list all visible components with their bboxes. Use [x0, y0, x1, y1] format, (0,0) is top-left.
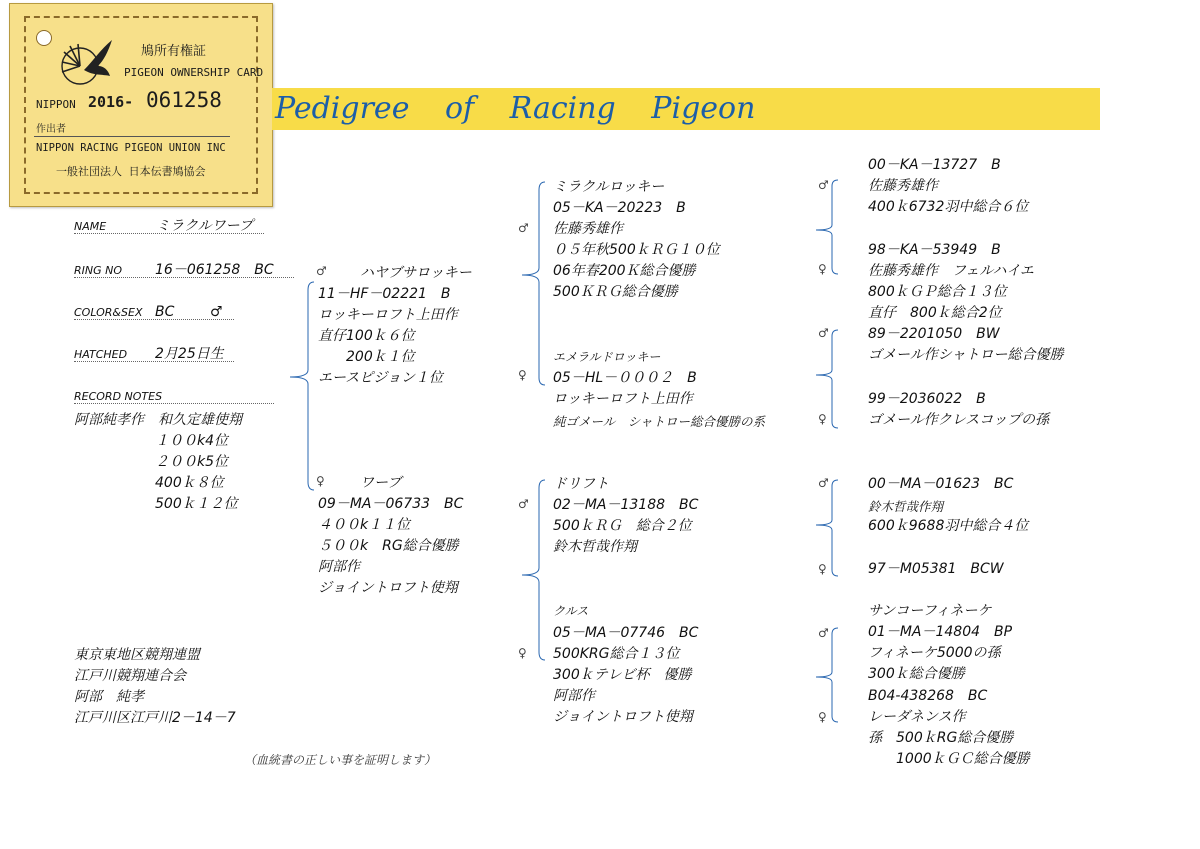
record-line: 500ｋ１２位: [155, 496, 238, 512]
gen3-line: 600ｋ9688羽中総合４位: [868, 518, 1029, 534]
sire-name: ハヤブサロッキー: [360, 265, 472, 281]
page-title: Pedigree of Racing Pigeon: [275, 91, 756, 126]
gen3-line: B04-438268 BC: [868, 688, 988, 704]
record-line: 阿部純孝作 和久定雄使翔: [74, 412, 242, 428]
hatched-date: 2月25日生: [155, 346, 224, 362]
gen2-sire-sire-line: 佐藤秀雄作: [553, 221, 623, 237]
card-union-en: NIPPON RACING PIGEON UNION INC: [36, 142, 226, 154]
dam-line: ジョイントロフト使翔: [318, 580, 458, 596]
gen2-sire-dam-line: エメラルドロッキー: [553, 350, 661, 364]
gen3-line: 佐藤秀雄作 フェルハイエ: [868, 263, 1034, 279]
gen3-line: 孫 500ｋRG総合優勝: [868, 730, 1014, 746]
gen3-line: レーダネンス作: [868, 709, 966, 725]
gen2-sex-symbol: ♂: [518, 221, 529, 235]
sire-line: 11－HF－02221 B: [318, 286, 451, 302]
dam-name: ワーブ: [360, 475, 402, 491]
sire-line: エースピジョン１位: [318, 370, 444, 386]
card-title-jp: 鳩所有権証: [141, 44, 207, 59]
color-value: BC: [155, 304, 175, 320]
sire-sex-symbol: ♂: [316, 264, 327, 278]
gen3-line: 01－MA－14804 BP: [868, 624, 1013, 640]
sire-line: 直仔100ｋ６位: [318, 328, 415, 344]
gen3-line: ゴメール作シャトロー総合優勝: [868, 347, 1064, 363]
card-country: NIPPON: [36, 98, 76, 111]
gen3-line: 89－2201050 BW: [868, 326, 1000, 342]
gen2-sire-dam-line: ロッキーロフト上田作: [553, 391, 693, 407]
gen3-sex-symbol: ♀: [818, 412, 827, 426]
pigeon-name: ミラクルワープ: [156, 218, 253, 234]
gen3-line: 97－M05381 BCW: [868, 561, 1004, 577]
gen3-line: 鈴木哲哉作翔: [868, 499, 944, 514]
sex-value: ♂: [210, 304, 223, 320]
record-notes-label: RECORD NOTES: [74, 390, 274, 404]
gen2-dam-dam-line: 阿部作: [553, 688, 595, 704]
card-union-jp: 一般社団法人 日本伝書鳩協会: [56, 165, 206, 178]
gen2-dam-sire-line: 500ｋＲＧ 総合２位: [553, 518, 692, 534]
card-number: 061258: [146, 88, 222, 112]
gen2-dam-dam-line: 500KRG総合１３位: [553, 646, 680, 662]
gen3-line: 800ｋＧＰ総合１３位: [868, 284, 1007, 300]
card-maker-label: 作出者: [36, 124, 66, 135]
gen2-dam-dam-line: 300ｋテレビ杯 優勝: [553, 667, 692, 683]
gen3-sex-symbol: ♂: [818, 178, 829, 192]
ring-number: 16－061258 BC: [155, 262, 274, 278]
gen3-line: 400ｋ6732羽中総合６位: [868, 199, 1029, 215]
color-sex-label: COLOR&SEX: [74, 306, 234, 320]
ring-label: RING NO: [74, 264, 294, 278]
card-year: 2016-: [88, 93, 134, 111]
gen3-line: 1000ｋＧＣ総合優勝: [868, 751, 1030, 767]
gen3-sex-symbol: ♂: [818, 626, 829, 640]
dam-line: ５００k RG総合優勝: [318, 538, 459, 554]
gen2-dam-sire-line: ドリフト: [553, 476, 609, 492]
gen3-line: フィネーケ5000の孫: [868, 645, 1001, 661]
sire-line: ロッキーロフト上田作: [318, 307, 458, 323]
gen3-sex-symbol: ♀: [818, 262, 827, 276]
gen3-line: サンコーフィネーケ: [868, 603, 992, 619]
gen3-sex-symbol: ♀: [818, 562, 827, 576]
gen2-dam-dam-line: 05－MA－07746 BC: [553, 625, 699, 641]
gen2-sire-sire-line: 500ＫＲＧ総合優勝: [553, 284, 678, 300]
dam-line: 阿部作: [318, 559, 360, 575]
dam-line: 09－MA－06733 BC: [318, 496, 464, 512]
card-title-en: PIGEON OWNERSHIP CARD: [124, 66, 264, 79]
gen3-line: 佐藤秀雄作: [868, 178, 938, 194]
gen2-sire-sire-line: ミラクルロッキー: [553, 179, 665, 195]
dam-sex-symbol: ♀: [316, 474, 325, 488]
record-line: 400ｋ８位: [155, 475, 224, 491]
gen2-sire-sire-line: 05－KA－20223 B: [553, 200, 686, 216]
gen2-dam-dam-line: ジョイントロフト使翔: [553, 709, 693, 725]
gen3-line: 直仔 800ｋ総合2位: [868, 305, 1002, 321]
gen3-sex-symbol: ♂: [818, 326, 829, 340]
gen2-sire-dam-line: 05－HL－０００２ B: [553, 370, 697, 386]
gen3-sex-symbol: ♂: [818, 476, 829, 490]
gen3-line: 300ｋ総合優勝: [868, 666, 965, 682]
gen3-line: 98－KA－53949 B: [868, 242, 1001, 258]
gen2-sex-symbol: ♂: [518, 497, 529, 511]
certification-note: （血統書の正しい事を証明します）: [244, 753, 437, 767]
gen2-sire-dam-line: 純ゴメール シャトロー総合優勝の系: [553, 414, 766, 429]
gen3-line: 00－KA－13727 B: [868, 157, 1001, 173]
gen2-dam-dam-line: クルス: [553, 604, 589, 618]
gen3-line: ゴメール作クレスコップの孫: [868, 412, 1050, 428]
gen2-sire-sire-line: ０５年秋500ｋＲＧ１０位: [553, 242, 720, 258]
gen3-sex-symbol: ♀: [818, 710, 827, 724]
sire-line: 200ｋ１位: [318, 349, 415, 365]
gen2-sire-sire-line: 06年春200Ｋ総合優勝: [553, 263, 696, 279]
gen3-line: 00－MA－01623 BC: [868, 476, 1014, 492]
owner-line: 阿部 純孝: [74, 689, 144, 705]
name-label: NAME: [74, 220, 264, 234]
record-line: １００k4位: [155, 433, 229, 449]
owner-line: 東京東地区競翔連盟: [74, 647, 200, 663]
owner-line: 江戸川区江戸川2－14－7: [74, 710, 236, 726]
gen2-sex-symbol: ♀: [518, 368, 527, 382]
hatched-label: HATCHED: [74, 348, 234, 362]
gen2-sex-symbol: ♀: [518, 646, 527, 660]
gen2-dam-sire-line: 鈴木哲哉作翔: [553, 539, 637, 555]
record-line: ２００k5位: [155, 454, 229, 470]
owner-line: 江戸川競翔連合会: [74, 668, 186, 684]
dam-line: ４００k１１位: [318, 517, 411, 533]
gen2-dam-sire-line: 02－MA－13188 BC: [553, 497, 699, 513]
gen3-line: 99－2036022 B: [868, 391, 986, 407]
